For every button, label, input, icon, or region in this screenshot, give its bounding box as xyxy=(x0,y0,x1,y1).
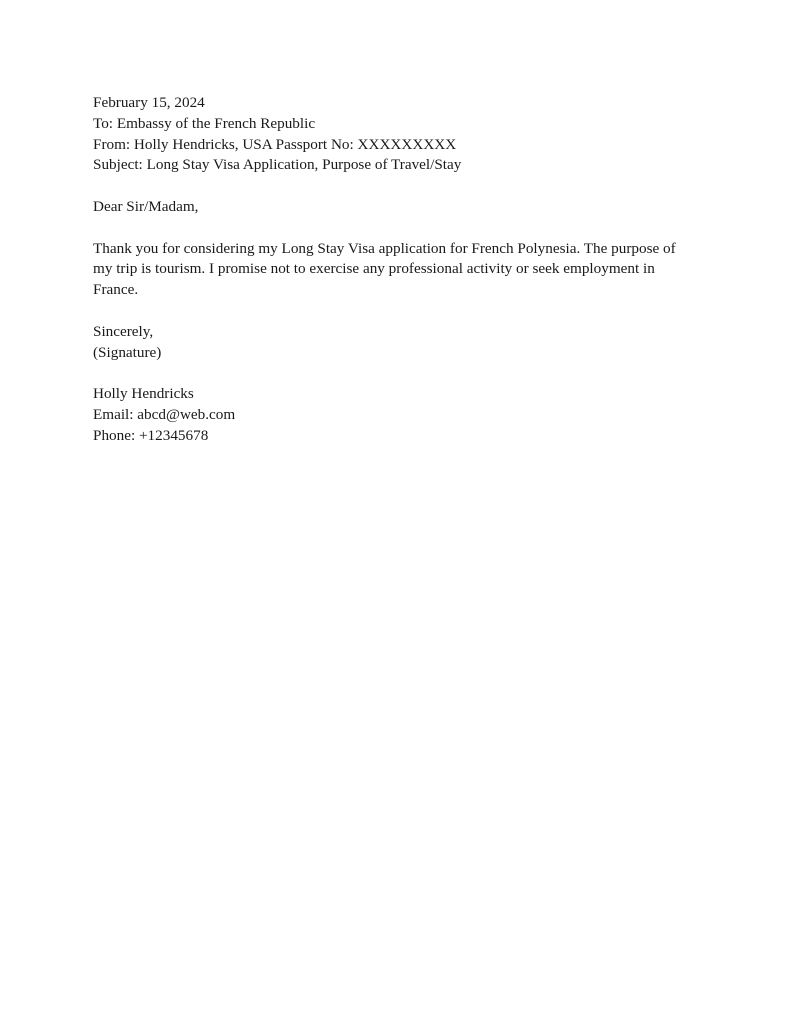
letter-closing: Sincerely, xyxy=(93,322,154,340)
spacer xyxy=(93,301,703,322)
spacer xyxy=(93,176,703,197)
letter-phone: Phone: +12345678 xyxy=(93,426,209,444)
letter-subject: Subject: Long Stay Visa Application, Purpose of Travel/Stay xyxy=(93,156,462,174)
letter-body-line: France. xyxy=(93,281,139,299)
letter-header xyxy=(93,93,703,176)
letter-email: Email: abcd@web.com xyxy=(93,405,236,423)
letter-sender: From: Holly Hendricks, USA Passport No: XXXXXXXXX xyxy=(93,135,457,153)
letter-sender-name: Holly Hendricks xyxy=(93,385,194,403)
letter-body xyxy=(93,239,703,301)
letter-signoff xyxy=(93,322,703,364)
letter-salutation: Dear Sir/Madam, xyxy=(93,197,199,215)
letter-recipient: To: Embassy of the French Republic xyxy=(93,114,316,132)
spacer xyxy=(93,363,703,384)
spacer xyxy=(93,218,703,239)
letter-date: February 15, 2024 xyxy=(93,94,205,111)
letter-content xyxy=(93,93,703,447)
letter-body-line: my trip is tourism. I promise not to exercise any professional activity or seek employment in xyxy=(93,260,655,278)
letter-body-line: Thank you for considering my Long Stay Visa application for French Polynesia. The purpose of xyxy=(93,239,676,257)
letter-signature: (Signature) xyxy=(93,343,162,361)
letter-contact xyxy=(93,384,703,446)
